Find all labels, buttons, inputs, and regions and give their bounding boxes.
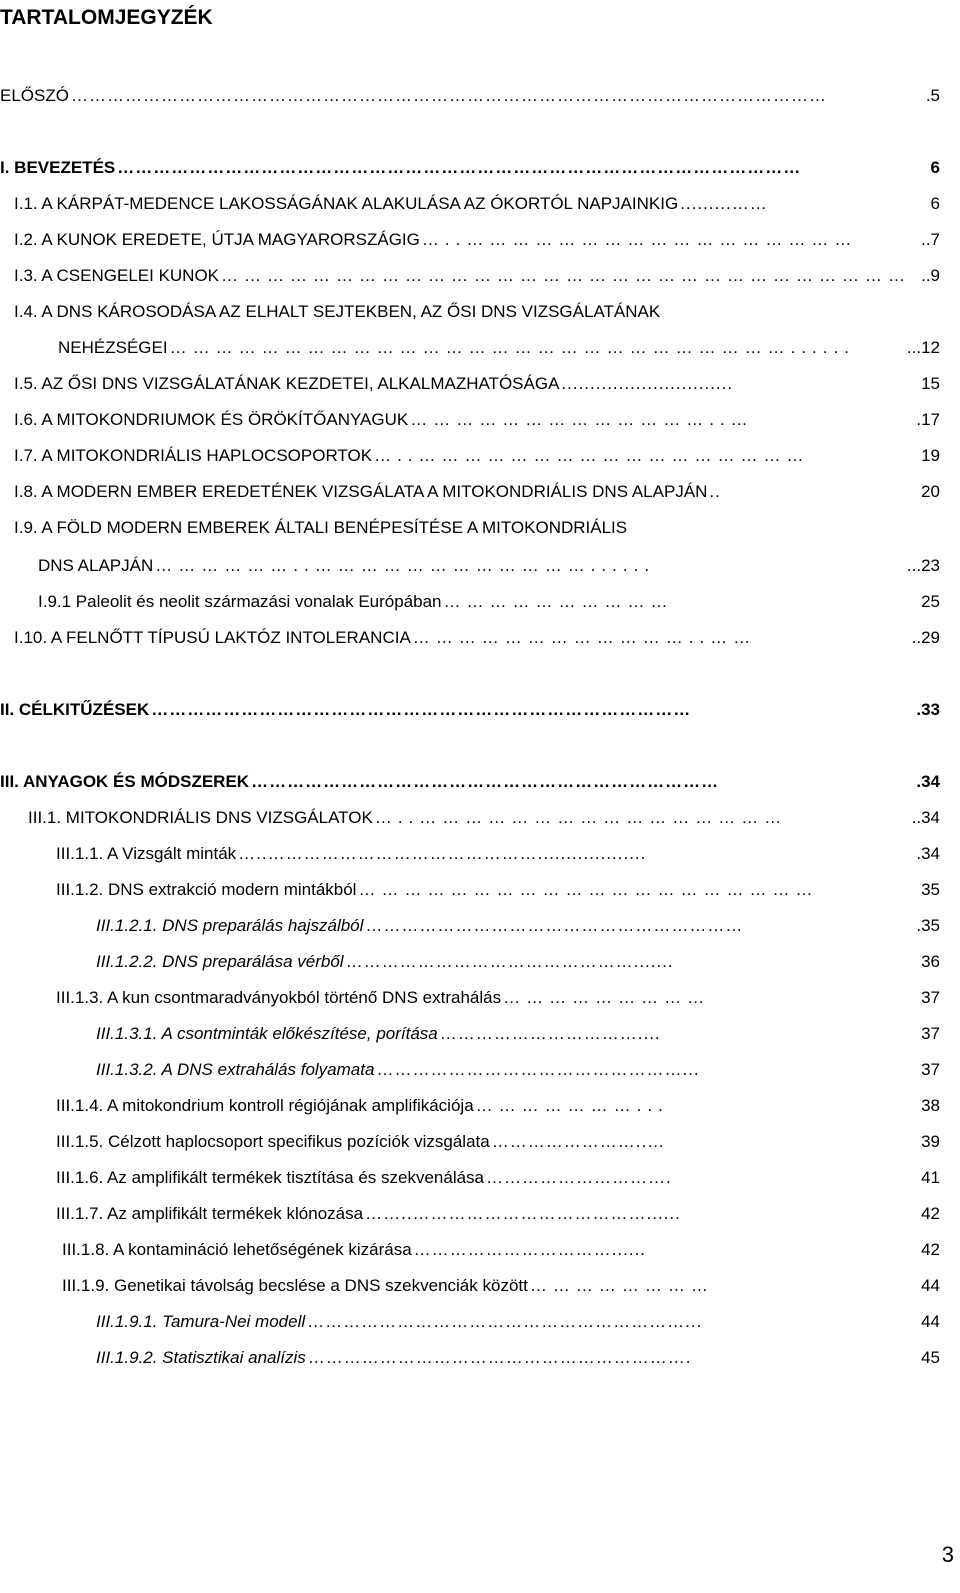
toc-entry-page: 42 <box>921 1204 940 1223</box>
toc-entry-leader: ………………………………………………………. <box>307 1348 692 1367</box>
toc-entry-leader: …..…………………………………………… <box>374 446 810 465</box>
toc-entry[interactable] <box>0 698 940 722</box>
toc-entry-page: 25 <box>921 592 940 611</box>
toc-entry-page: ..9 <box>921 266 940 285</box>
toc-entry-page: .35 <box>916 916 940 935</box>
toc-entry-leader: …………………... <box>475 1096 669 1115</box>
toc-entry-leader: .........…… <box>680 194 768 213</box>
toc-entry[interactable] <box>38 590 940 614</box>
toc-entry[interactable] <box>56 1130 940 1154</box>
toc-entry-label: III.1.3.1. A csontminták előkészítése, porítása <box>96 1024 438 1043</box>
toc-entry-page: ...23 <box>906 556 940 575</box>
toc-entry[interactable] <box>14 372 940 396</box>
toc-entry-label: I.1. A KÁRPÁT-MEDENCE LAKOSSÁGÁNAK ALAKULÁSA AZ ÓKORTÓL NAPJAINKIG <box>14 194 679 213</box>
toc-entry[interactable] <box>14 444 940 468</box>
toc-entry-page: .34 <box>916 772 940 791</box>
toc-entry-label: I.2. A KUNOK EREDETE, ÚTJA MAGYARORSZÁGIG <box>14 230 420 249</box>
toc-entry[interactable] <box>56 842 940 866</box>
toc-entry-leader: .. <box>709 482 721 501</box>
toc-entry[interactable] <box>28 806 940 830</box>
toc-entry[interactable] <box>14 626 940 650</box>
toc-entry-page: 37 <box>921 988 940 1007</box>
toc-entry[interactable] <box>0 156 940 180</box>
toc-entry-leader: ……………………… <box>503 988 711 1007</box>
toc-entry-page: .17 <box>916 410 940 429</box>
toc-entry-label: III.1.3.2. A DNS extrahálás folyamata <box>96 1060 375 1079</box>
toc-entry-label: III.1.6. Az amplifikált termékek tisztítása és szekvenálása <box>56 1168 485 1187</box>
toc-entry-leader: ……………………………………………………………………………… <box>151 700 692 719</box>
toc-entry-label: I.9.1 Paleolit és neolit származási vonalak Európában <box>38 592 442 611</box>
toc-entry-label: III.1. MITOKONDRIÁLIS DNS VIZSGÁLATOK <box>28 808 373 827</box>
toc-entry-leader: ………………………… <box>443 592 674 611</box>
toc-entry-leader: ……………………………………………………………………………………………………………… <box>70 86 827 105</box>
toc-entry-leader: ……………………………...... <box>413 1240 647 1259</box>
toc-entry-leader: …………………………………………………… <box>358 880 819 899</box>
toc-entry-page: 20 <box>921 482 940 501</box>
toc-entry[interactable] <box>14 480 940 504</box>
toc-entry[interactable] <box>58 336 940 360</box>
toc-entry-page: 42 <box>921 1240 940 1259</box>
toc-entry-page: 35 <box>921 880 940 899</box>
toc-entry-label: III.1.8. A kontamináció lehetőségének kizárása <box>62 1240 412 1259</box>
toc-entry-label: I.8. A MODERN EMBER EREDETÉNEK VIZSGÁLATA A MITOKONDRIÁLIS DNS ALAPJÁN <box>14 482 708 501</box>
toc-entry-leader: …………………… <box>529 1276 714 1295</box>
toc-entry-label: III.1.9.1. Tamura-Nei modell <box>96 1312 306 1331</box>
toc-entry-label: III.1.9. Genetikai távolság becslése a DNS szekvenciák között <box>62 1276 528 1295</box>
toc-entry[interactable] <box>96 1310 940 1334</box>
toc-entry-leader: …………………………….... <box>439 1024 661 1043</box>
toc-entry-page: 6 <box>930 158 940 177</box>
toc-entry-page: 38 <box>921 1096 940 1115</box>
toc-entry-page: ..29 <box>911 628 940 647</box>
toc-entry-label: I.6. A MITOKONDRIUMOK ÉS ÖRÖKÍTŐANYAGUK <box>14 410 409 429</box>
toc-entry[interactable] <box>96 1022 940 1046</box>
toc-entry-leader: ………………………………..…… <box>412 628 757 647</box>
toc-entry[interactable] <box>14 300 940 324</box>
toc-entry[interactable] <box>96 950 940 974</box>
toc-entry-label: I.9. A FÖLD MODERN EMBEREK ÁLTALI BENÉPESÍTÉSE A MITOKONDRIÁLIS <box>14 518 628 537</box>
toc-entry-label: III.1.1. A Vizsgált minták <box>56 844 237 863</box>
toc-entry-page: ...12 <box>906 338 940 357</box>
toc-entry-leader: …..………………………………………................... <box>238 844 647 863</box>
toc-entry-label: III.1.2.2. DNS preparálása vérből <box>96 952 344 971</box>
toc-entry[interactable] <box>14 516 940 540</box>
toc-entry[interactable] <box>56 1202 940 1226</box>
page-number: 3 <box>941 1542 954 1567</box>
toc-entry-page: ..34 <box>911 808 940 827</box>
toc-entry-page: 39 <box>921 1132 940 1151</box>
toc-entry[interactable] <box>14 408 940 432</box>
toc-entry-label: I.5. AZ ŐSI DNS VIZSGÁLATÁNAK KEZDETEI, ALKALMAZHATÓSÁGA <box>14 374 560 393</box>
toc-entry[interactable] <box>14 264 940 288</box>
toc-entry-label: III.1.3. A kun csontmaradványokból történő DNS extrahálás <box>56 988 502 1007</box>
toc-entry[interactable] <box>14 228 940 252</box>
toc-entry-label: DNS ALAPJÁN <box>38 556 154 575</box>
toc-entry-label: I.7. A MITOKONDRIÁLIS HAPLOCSOPORTOK <box>14 446 373 465</box>
toc-entry-leader: …………………………. <box>486 1168 672 1187</box>
toc-entry-page: 44 <box>921 1276 940 1295</box>
toc-entry-leader: …………………………………………………………………………………………………… <box>117 158 802 177</box>
toc-entry-page: ..7 <box>921 230 940 249</box>
toc-entry-leader: …..…………………………………………… <box>421 230 858 249</box>
toc-entry-page: 44 <box>921 1312 940 1331</box>
toc-entry[interactable] <box>56 878 940 902</box>
toc-entry-page: 37 <box>921 1060 940 1079</box>
toc-entry-page: .5 <box>925 86 940 105</box>
toc-entry-leader: ………………………………………………………... <box>307 1312 703 1331</box>
toc-entry-label: III.1.9.2. Statisztikai analízis <box>96 1348 306 1367</box>
toc-entry-page: 37 <box>921 1024 940 1043</box>
toc-entry[interactable] <box>96 1346 940 1370</box>
toc-entry-leader: …………………………………………………………………… <box>251 772 720 791</box>
toc-entry[interactable] <box>96 914 940 938</box>
toc-entry-label: I.3. A CSENGELEI KUNOK <box>14 266 220 285</box>
toc-entry-leader: ……………………………………………………… <box>365 916 744 935</box>
toc-entry-label: III.1.2. DNS extrakció modern mintákból <box>56 880 357 899</box>
toc-entry-leader: ……………………..… <box>491 1132 666 1151</box>
toc-entry-leader: ……………………………………………………………………………… <box>221 266 912 285</box>
toc-entry-leader: ………………..………………………………...... <box>155 556 656 575</box>
toc-entry-page: .34 <box>916 844 940 863</box>
toc-entry-page: 6 <box>930 194 940 213</box>
toc-entry-leader: .............................. <box>561 374 734 393</box>
toc-entry-leader: …..………………………………………… <box>374 808 788 827</box>
toc-entry-label: III.1.7. Az amplifikált termékek klónozása <box>56 1204 364 1223</box>
toc-entry-label: I.4. A DNS KÁROSODÁSA AZ ELHALT SEJTEKBEN, AZ ŐSI DNS VIZSGÁLATÁNAK <box>14 302 661 321</box>
toc-entry-label: III.1.5. Célzott haplocsoport specifikus pozíciók vizsgálata <box>56 1132 490 1151</box>
toc-entry-leader: ………………………………………………………………………...... <box>169 338 855 357</box>
toc-entry-label: II. CÉLKITŰZÉSEK <box>0 700 150 719</box>
toc-title: TARTALOMJEGYZÉK <box>0 6 213 29</box>
toc-entry-page: 15 <box>921 374 940 393</box>
toc-entry[interactable] <box>56 1166 940 1190</box>
toc-entry-label: III. ANYAGOK ÉS MÓDSZEREK <box>0 772 250 791</box>
toc-entry-leader: …………………………………..… <box>410 410 754 429</box>
toc-entry-label: ELŐSZÓ <box>0 86 69 105</box>
toc-entry[interactable] <box>56 986 940 1010</box>
toc-entry-leader: …………………………………………....... <box>345 952 674 971</box>
toc-entry-label: III.1.2.1. DNS preparálás hajszálból <box>96 916 364 935</box>
toc-entry[interactable] <box>0 770 940 794</box>
toc-entry-label: III.1.4. A mitokondrium kontroll régiójának amplifikációja <box>56 1096 474 1115</box>
toc-entry-page: 36 <box>921 952 940 971</box>
toc-entry-label: NEHÉZSÉGEI <box>58 338 168 357</box>
toc-entry-label: I.10. A FELNŐTT TÍPUSÚ LAKTÓZ INTOLERANCIA <box>14 628 411 647</box>
toc-entry[interactable] <box>96 1058 940 1082</box>
toc-entry-leader: ……..…………………………………...... <box>365 1204 681 1223</box>
toc-entry-page: 45 <box>921 1348 940 1367</box>
toc-entry[interactable] <box>62 1238 940 1262</box>
toc-entry[interactable] <box>0 84 940 108</box>
toc-entry[interactable] <box>14 192 940 216</box>
toc-entry-leader: ……………………………………………... <box>376 1060 700 1079</box>
toc-entry-page: .33 <box>916 700 940 719</box>
toc-entry[interactable] <box>62 1274 940 1298</box>
toc-entry[interactable] <box>38 554 940 578</box>
toc-entry-page: 19 <box>921 446 940 465</box>
toc-entry-page: 41 <box>921 1168 940 1187</box>
toc-entry-label: I. BEVEZETÉS <box>0 158 116 177</box>
toc-entry[interactable] <box>56 1094 940 1118</box>
